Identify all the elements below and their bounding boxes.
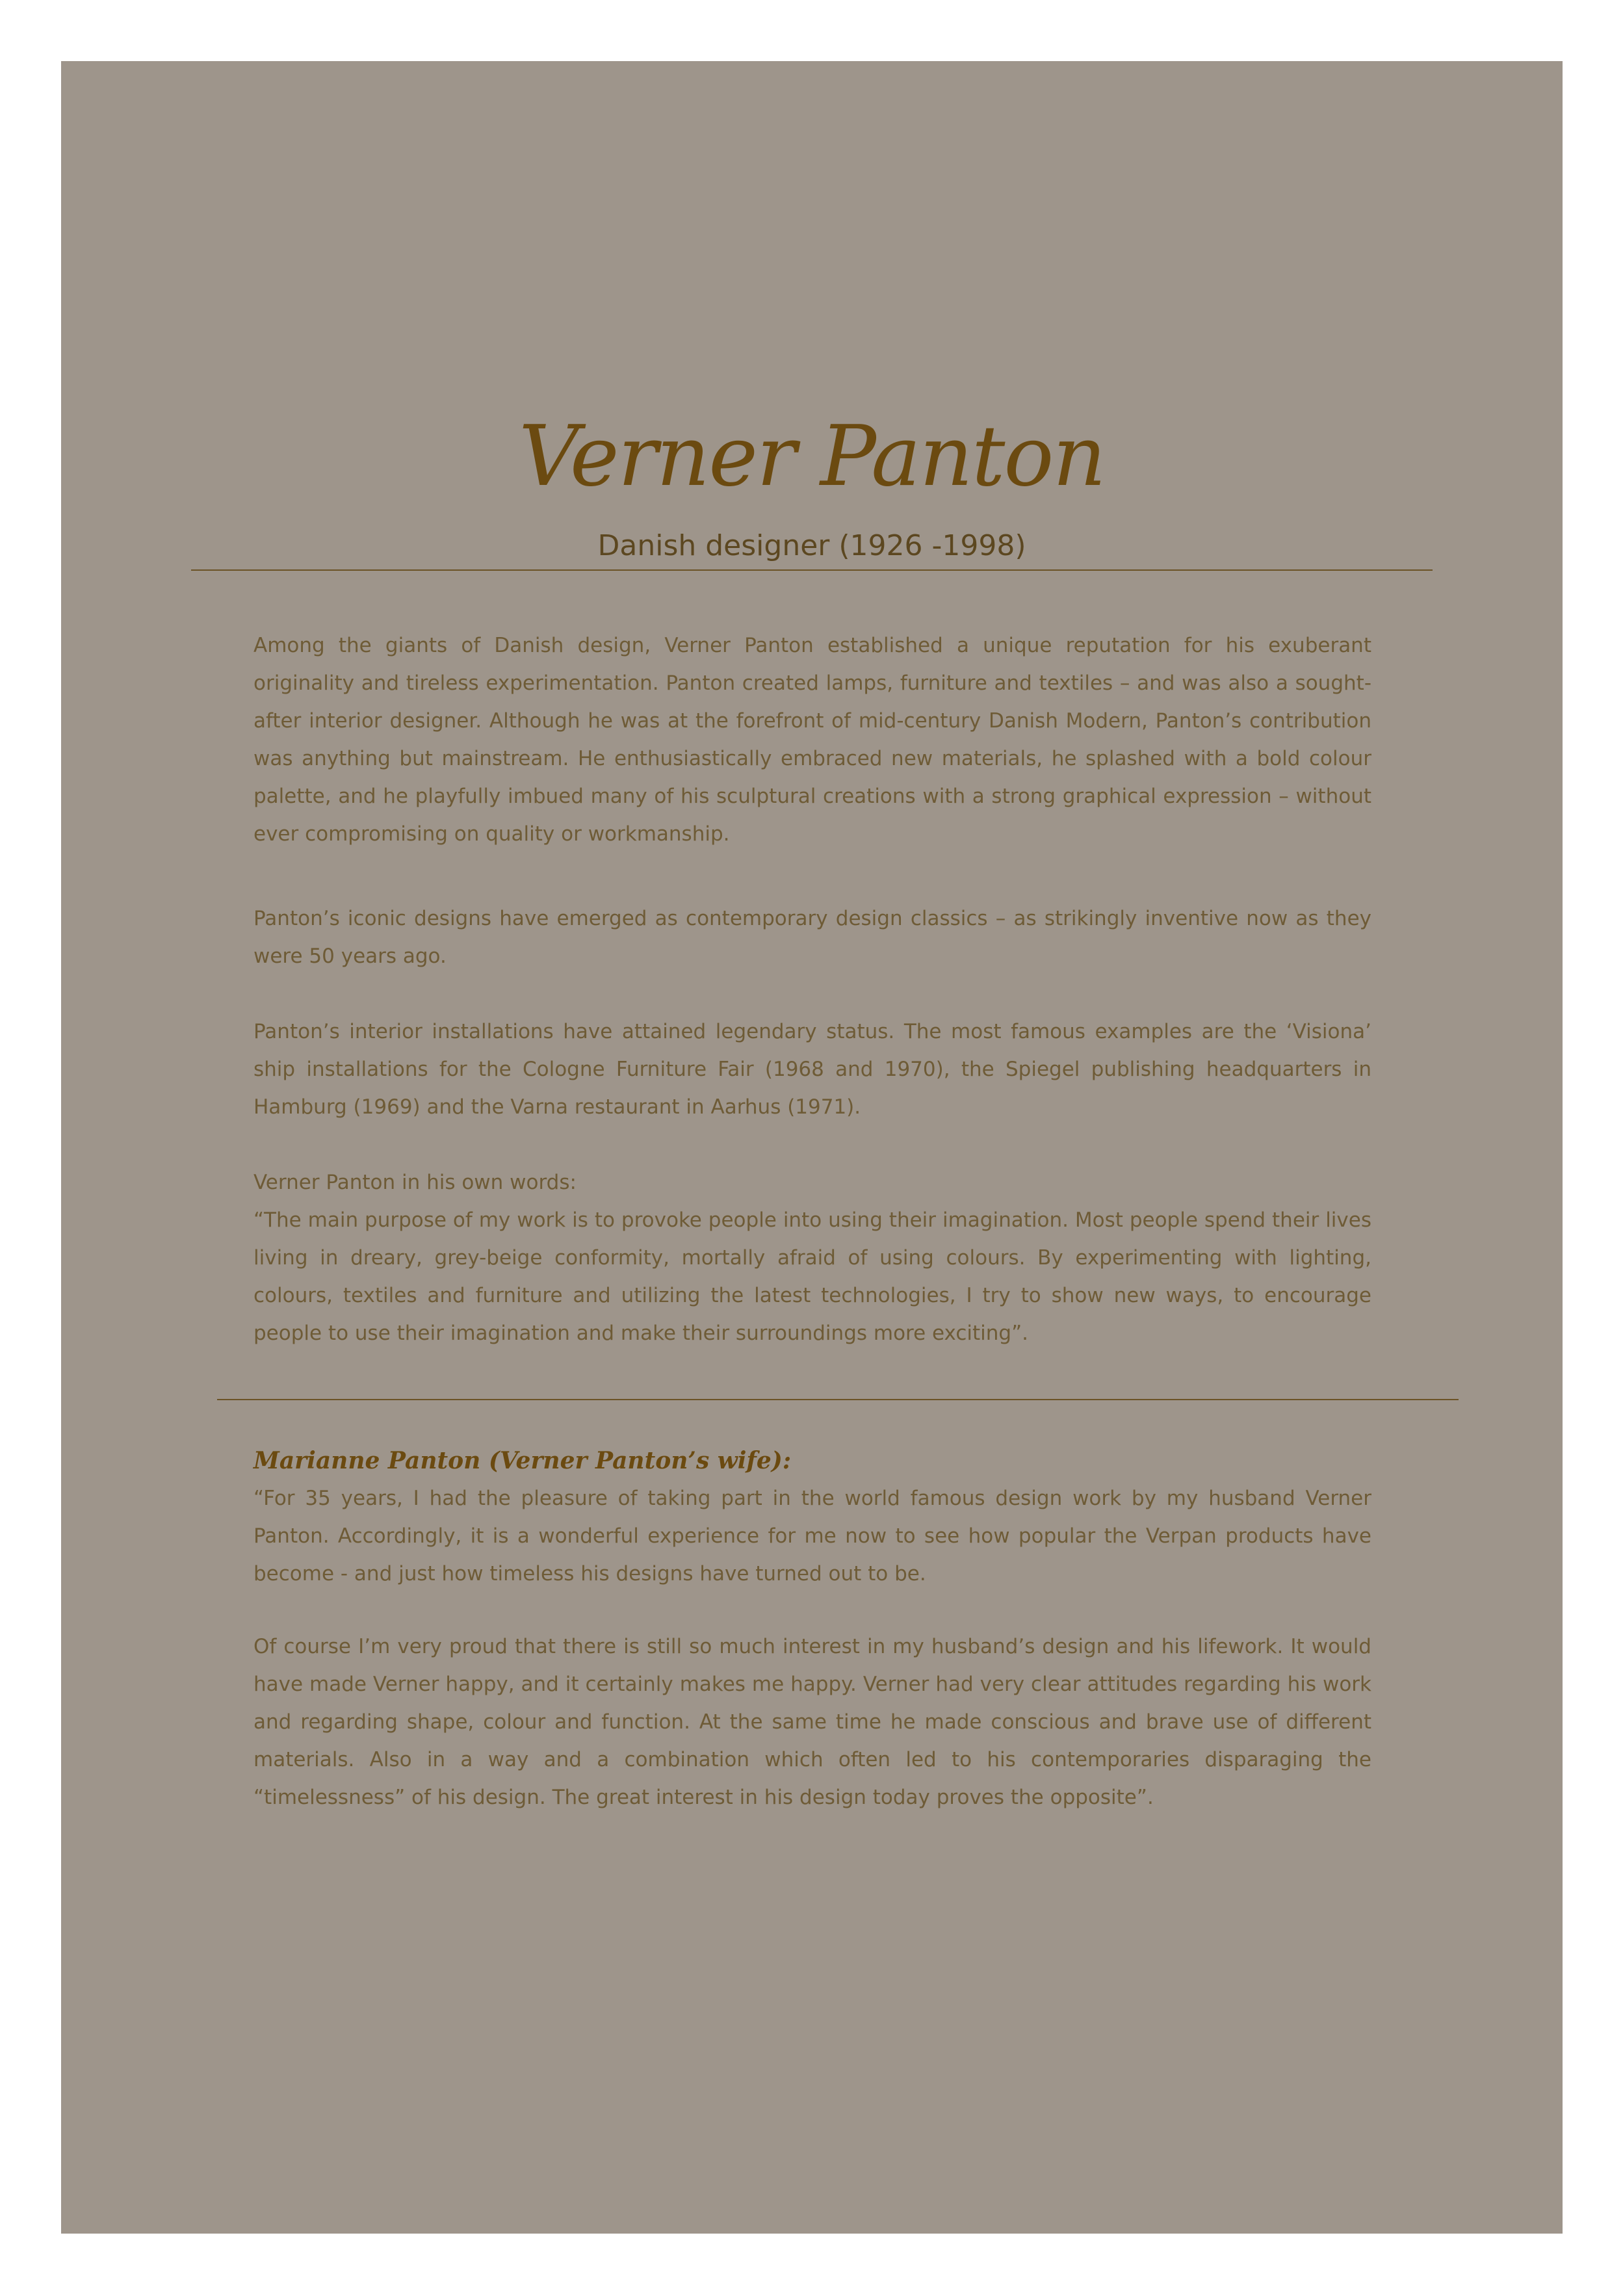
testimonial-paragraph-2: Of course I’m very proud that there is still so much interest in my husband’s design and his lifework. It would have made Verner happy, and it certainly makes me happy. Verner had very clear attitudes regarding his work and regarding shape, colour and function. At the same time he made conscious and brave use of different materials. Also in a way and a combination which often led to his contemporaries disparaging the “timelessness” of his design. The great interest in his design today proves the opposite”. [253, 1635, 1371, 1809]
top-divider [191, 569, 1433, 571]
testimonial-author: Marianne Panton (Verner Panton’s wife): [253, 1447, 792, 1474]
bio-paragraph-2 [253, 900, 1371, 975]
bio-paragraph-3 [253, 1013, 1371, 1126]
quote-text: “The main purpose of my work is to provoke people into using their imagination. Most people spend their lives living in dreary, grey-beige conformity, mortally afraid of using colours. By experimenting with lighting, colours, textiles and furniture and utilizing the latest technologies, I try to show new ways, to encourage people to use their imagination and make their surroundings more exciting”. [253, 1208, 1371, 1345]
bio-paragraph-2-text: Panton’s iconic designs have emerged as contemporary design classics – as strikingly inventive now as they were 50 years ago. [253, 907, 1371, 968]
bio-paragraph-1-text: Among the giants of Danish design, Verner Panton established a unique reputation for his exuberant originality and tireless experimentation. Panton created lamps, furniture and textiles – and was also a sought-after interior designer. Although he was at the forefront of mid-century Danish Modern, Panton’s contribution was anything but mainstream. He enthusiastically embraced new materials, he splashed with a bold colour palette, and he playfully imbued many of his sculptural creations with a strong graphical expression – without ever compromising on quality or workmanship. [253, 634, 1371, 846]
testimonial-paragraph-2-block [253, 1628, 1371, 1816]
testimonial-paragraph-1: “For 35 years, I had the pleasure of taking part in the world famous design work by my husband Verner Panton. Accordingly, it is a wonderful experience for me now to see how popular the Verpan products have become - and just how timeless his designs have turned out to be. [253, 1487, 1371, 1585]
document-panel [61, 61, 1563, 2234]
bio-paragraph-1 [253, 627, 1371, 853]
page-subtitle: Danish designer (1926 -1998) [597, 529, 1026, 562]
bio-paragraph-3-text: Panton’s interior installations have attained legendary status. The most famous examples are the ‘Visiona’ ship installations for the Cologne Furniture Fair (1968 and 1970), the Spiegel publishing headquarters in Hamburg (1969) and the Varna restaurant in Aarhus (1971). [253, 1020, 1371, 1119]
middle-divider [217, 1399, 1459, 1400]
testimonial-section [253, 1442, 1371, 1593]
quote-section [253, 1164, 1371, 1352]
page-title: Verner Panton [519, 408, 1105, 505]
quote-intro: Verner Panton in his own words: [253, 1171, 577, 1194]
